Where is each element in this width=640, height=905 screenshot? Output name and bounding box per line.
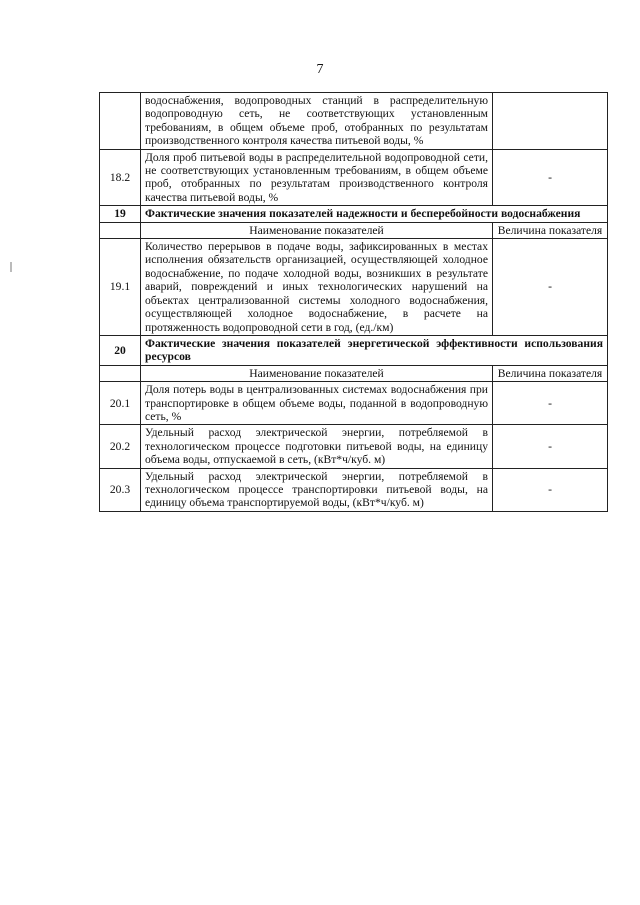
row-number-cell: 20.3: [100, 468, 141, 511]
indicator-text-cell: Доля потерь воды в централизованных системах водоснабжения при транспортировке в общем объеме воды, поданной в водопроводную сеть, %: [141, 382, 493, 425]
section-row-20: [100, 335, 608, 365]
table-row-20-1: [100, 382, 608, 425]
scan-mark: [10, 262, 12, 272]
column-header-value: Величина показателя: [493, 222, 608, 238]
section-number-cell: 20: [100, 335, 141, 365]
empty-number-cell: [100, 365, 141, 381]
row-number-cell: 20.2: [100, 425, 141, 468]
column-header-value: Величина показателя: [493, 365, 608, 381]
indicator-text-cell: Удельный расход электрической энергии, потребляемой в технологическом процессе подготовки питьевой воды, на единицу объема воды, отпускаемой в сеть, (кВт*ч/куб. м): [141, 425, 493, 468]
indicator-value-cell: -: [493, 382, 608, 425]
section-title-cell: Фактические значения показателей надежности и бесперебойности водоснабжения: [141, 206, 608, 222]
column-header-row-19: [100, 222, 608, 238]
indicator-value-cell: -: [493, 149, 608, 206]
table-row-18-2: [100, 149, 608, 206]
table-row-19-1: [100, 239, 608, 336]
section-title-cell: Фактические значения показателей энергетической эффективности использования ресурсов: [141, 335, 608, 365]
indicator-text-cell: Доля проб питьевой воды в распределительной водопроводной сети, не соответствующих установленным требованиям, в общем объеме проб, отобранных по результатам производственного контроля качества питьевой воды, %: [141, 149, 493, 206]
table-row-20-3: [100, 468, 608, 511]
row-number-cell: 19.1: [100, 239, 141, 336]
section-row-19: [100, 206, 608, 222]
table-row-continued: [100, 93, 608, 150]
row-number-cell: [100, 93, 141, 150]
indicators-table: [99, 92, 608, 512]
indicator-text-cell: Количество перерывов в подаче воды, зафиксированных в местах исполнения обязательств организацией, осуществляющей холодное водоснабжение, по подаче холодной воды, возникших в результате аварий, повреждений и иных технологических нарушений на объектах централизованной системы холодного водоснабжения, осуществляющей холодное водоснабжение, в расчете на протяженность водопроводной сети в год, (ед./км): [141, 239, 493, 336]
indicator-value-cell: [493, 93, 608, 150]
indicator-value-cell: -: [493, 425, 608, 468]
indicator-value-cell: -: [493, 239, 608, 336]
indicator-text-cell: Удельный расход электрической энергии, потребляемой в технологическом процессе транспортировки питьевой воды, на единицу объема транспортируемой воды, (кВт*ч/куб. м): [141, 468, 493, 511]
empty-number-cell: [100, 222, 141, 238]
page-number: 7: [316, 62, 324, 77]
row-number-cell: 20.1: [100, 382, 141, 425]
row-number-cell: 18.2: [100, 149, 141, 206]
column-header-row-20: [100, 365, 608, 381]
table-row-20-2: [100, 425, 608, 468]
column-header-name: Наименование показателей: [141, 365, 493, 381]
indicator-text-cell: водоснабжения, водопроводных станций в распределительную водопроводную сеть, не соответствующих установленным требованиям, в общем объеме проб, отобранных по результатам производственного контроля качества питьевой воды, %: [141, 93, 493, 150]
indicator-value-cell: -: [493, 468, 608, 511]
section-number-cell: 19: [100, 206, 141, 222]
column-header-name: Наименование показателей: [141, 222, 493, 238]
